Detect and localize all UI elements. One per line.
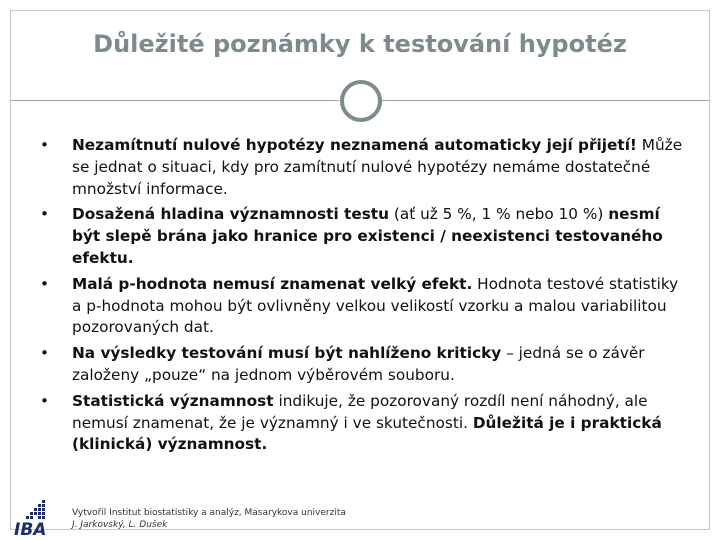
bullet-text: (ať už 5 %, 1 % nebo 10 %) (389, 205, 609, 224)
bullet-bold: Důležitá je i praktická (klinická) významnost. (72, 413, 662, 454)
bullet-text: Hodnota testové statistiky a p-hodnota mohou být ovlivněny velkou velikostí vzorku a malou variabilitou pozorovaných dat. (72, 274, 679, 337)
bullet-item (30, 391, 690, 456)
slide-title: Důležité poznámky k testování hypotéz (93, 30, 627, 58)
footer-credit: Vytvořil Institut biostatistiky a analýz, Masarykova univerzita (72, 508, 346, 518)
bullet-text: indikuje, že pozorovaný rozdíl není náhodný, ale nemusí znamenat, že je významný i ve skutečnosti. (72, 391, 648, 432)
bullet-bold: Nezamítnutí nulové hypotézy neznamená automaticky její přijetí! (72, 136, 637, 154)
footer-authors: J. Jarkovský, L. Dušek (72, 520, 168, 530)
bullet-list (30, 135, 690, 460)
title-divider-left (11, 100, 339, 101)
bullet-text: – jedná se o závěr založeny „pouze“ na jednom výběrovém souboru. (72, 344, 645, 384)
bullet-item (30, 204, 690, 269)
bullet-bold: Na výsledky testování musí být nahlíženo kriticky (72, 344, 502, 363)
bullet-bold: Dosažená hladina významnosti testu (72, 205, 390, 224)
logo-text: IBA (14, 520, 47, 540)
title-divider-right (381, 100, 709, 101)
bullet-item (30, 135, 690, 200)
bullet-item (30, 343, 690, 387)
bullet-bold: Statistická významnost (72, 391, 274, 410)
bullet-text: Může se jednat o situaci, kdy pro zamítnutí nulové hypotézy nemáme dostatečné množství informace. (72, 136, 683, 198)
bullet-bold: Malá p-hodnota nemusí znamenat velký efekt. (72, 274, 473, 293)
bullet-item (30, 274, 690, 339)
circle-ornament-icon (340, 80, 382, 122)
bullet-bold: nesmí být slepě brána jako hranice pro existenci / neexistenci testovaného efektu. (72, 205, 663, 267)
